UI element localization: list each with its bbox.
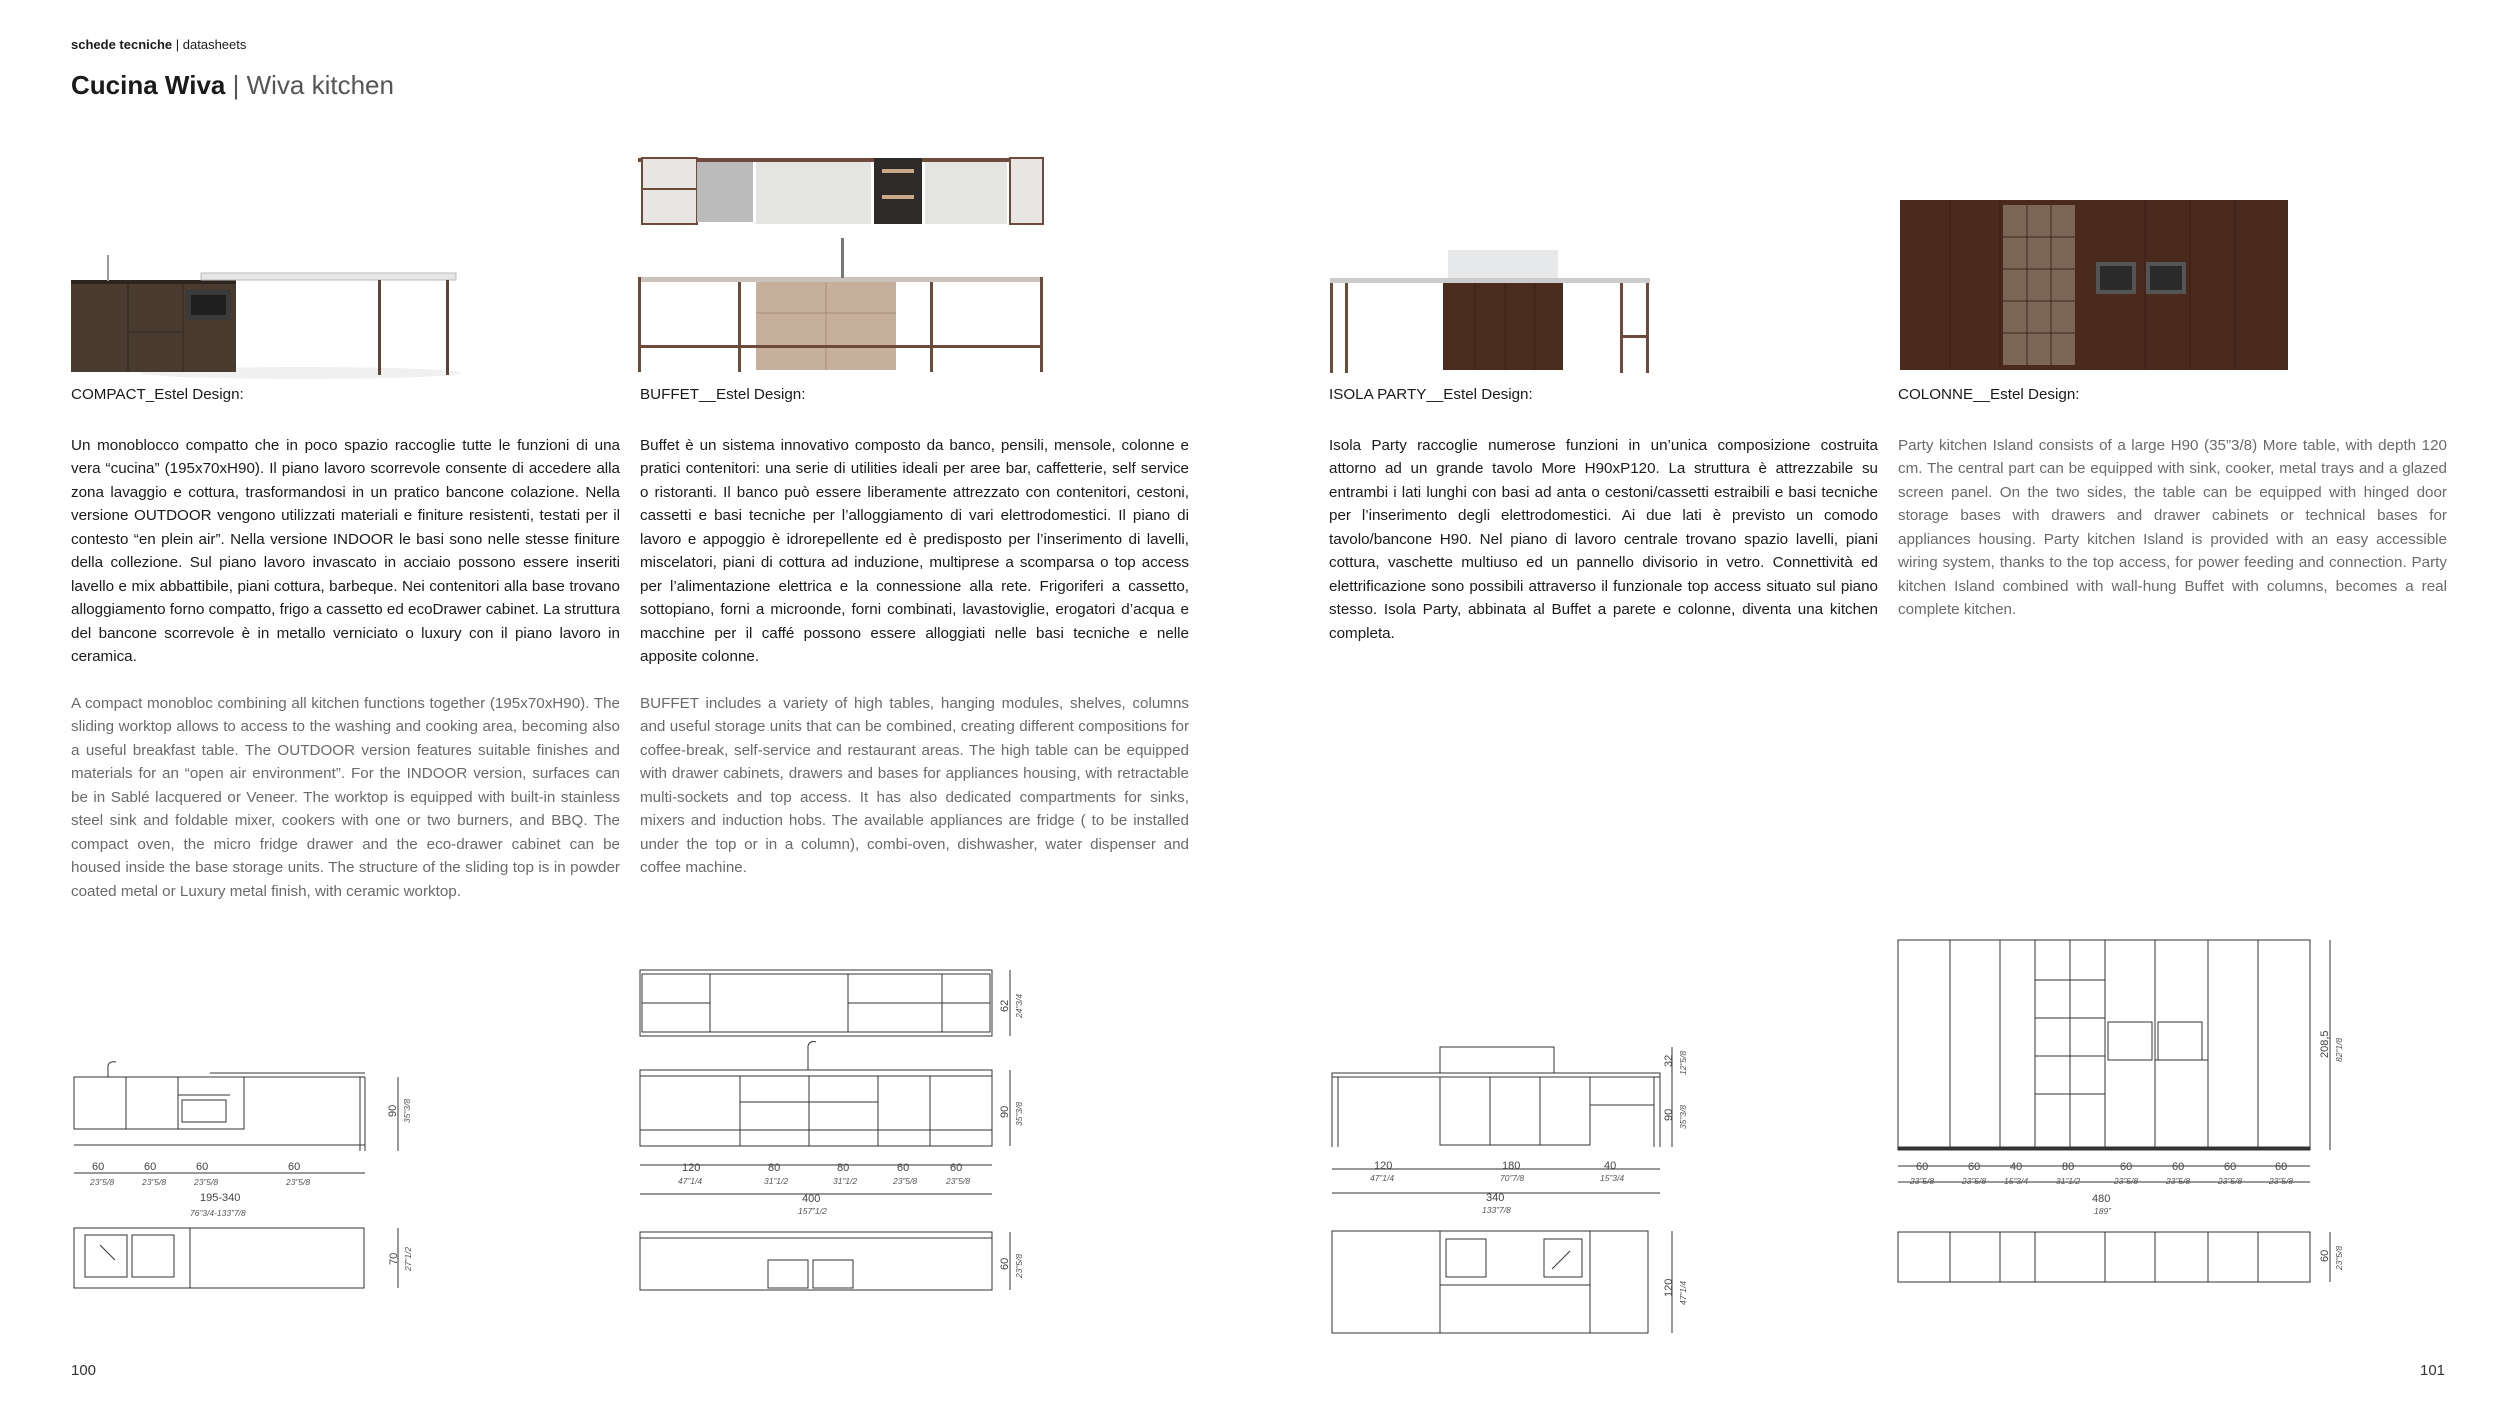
buffet-text-it: Buffet è un sistema innovativo composto da banco, pensili, mensole, colonne e pratici contenitori: una serie di utilities ideali per aree bar, caffetterie, self service o ristoranti. Il banco può essere liberamente attrezzato con contenitori, cestoni, cassetti e basi tecniche per l’alloggiamento di vari elettrodomestici. Il piano di lavoro e appoggio è idrorepellente ed è predisposto per l’inserimento di lavelli, miscelatori, piani di cottura ad induzione, multiprese a scomparsa o top access per l’alimentazione elettrica e la connessione alla rete. Frigoriferi a cassetto, sottopiano, forni a microonde, forni combinati, lavastoviglie, erogatori d’acqua e macchine per il caffé possono essere alloggiati nelle basi tecniche e nelle apposite colonne.: [640, 436, 1189, 665]
compact-module-2: 60: [144, 1161, 157, 1173]
colonne-module-2-in: 23”5/8: [1962, 1176, 1987, 1186]
isola-depth: 120: [1663, 1278, 1675, 1297]
buffet-designer-label: BUFFET__Estel Design:: [640, 386, 806, 403]
buffet-module-4: 60: [897, 1162, 910, 1174]
colonne-module-4: 80: [2062, 1161, 2075, 1173]
isola-module-2: 180: [1502, 1160, 1521, 1172]
isola-total: 340: [1486, 1192, 1505, 1204]
colonne-module-6-in: 23”5/8: [2166, 1176, 2191, 1186]
buffet-total: 400: [802, 1193, 821, 1205]
isola-party-photo: [1330, 245, 1650, 375]
compact-depth: 70: [388, 1252, 400, 1265]
compact-height: 90: [387, 1104, 399, 1117]
colonne-module-1-in: 23”5/8: [1910, 1176, 1935, 1186]
buffet-module-2-in: 31”1/2: [764, 1176, 789, 1186]
isola-module-1: 120: [1374, 1160, 1393, 1172]
isola-screen-height-in: 12”5/8: [1678, 1050, 1688, 1075]
buffet-module-5: 60: [950, 1162, 963, 1174]
buffet-module-4-in: 23”5/8: [893, 1176, 918, 1186]
compact-text-it: Un monoblocco compatto che in poco spazio raccoglie tutte le funzioni di una vera “cucina” (195x70xH90). Il piano lavoro scorrevole consente di accedere alla zona lavaggio e cottura, trasformandosi in un pratico bancone colazione. Nella versione OUTDOOR vengono utilizzati materiali e finiture resistenti, testati per il contesto “en plein air”. Nella versione INDOOR le basi sono nelle stesse finiture della collezione. Sul piano lavoro invascato in acciaio possono essere inseriti lavello e mix abbattibile, piani cottura, barbeque. Nei contenitori alla base trovano alloggiamento forno compatto, frigo a cassetto ed ecoDrawer cabinet. La struttura del bancone scorrevole è in metallo verniciato o luxury con il piano lavoro in ceramica.: [71, 436, 620, 665]
buffet-depth-in: 23”5/8: [1014, 1253, 1024, 1278]
compact-module-3-in: 23”5/8: [194, 1177, 219, 1187]
isola-party-description: [1329, 383, 1878, 668]
isola-module-1-in: 47”1/4: [1370, 1173, 1395, 1183]
colonne-module-3-in: 15”3/4: [2004, 1176, 2029, 1186]
colonne-description: [1898, 383, 2447, 622]
buffet-depth: 60: [999, 1257, 1011, 1270]
isola-module-3: 40: [1604, 1160, 1617, 1172]
colonne-module-4-in: 31”1/2: [2056, 1176, 2081, 1186]
compact-module-4: 60: [288, 1161, 301, 1173]
colonne-module-8-in: 23”5/8: [2269, 1176, 2294, 1186]
buffet-module-5-in: 23”5/8: [946, 1176, 971, 1186]
buffet-height: 90: [999, 1105, 1011, 1118]
colonne-module-6: 60: [2172, 1161, 2185, 1173]
section-label-it: schede tecniche: [71, 37, 173, 52]
buffet-module-3-in: 31”1/2: [833, 1176, 858, 1186]
colonne-module-8: 60: [2275, 1161, 2288, 1173]
isola-height-in: 35”3/8: [1678, 1104, 1688, 1129]
buffet-description: [640, 383, 1189, 880]
colonne-height: 208,5: [2319, 1030, 2331, 1058]
section-label-en: datasheets: [182, 37, 247, 52]
colonne-depth: 60: [2319, 1249, 2331, 1262]
buffet-total-in: 157”1/2: [798, 1206, 827, 1216]
buffet-kitchen-photo: [638, 155, 1048, 380]
colonne-module-3: 40: [2010, 1161, 2023, 1173]
isola-screen-height: 32: [1663, 1054, 1675, 1067]
colonne-designer-label: COLONNE__Estel Design:: [1898, 386, 2080, 403]
isola-party-designer-label: ISOLA PARTY__Estel Design:: [1329, 386, 1533, 403]
isola-module-3-in: 15”3/4: [1600, 1173, 1625, 1183]
colonne-module-1: 60: [1916, 1161, 1929, 1173]
colonne-technical-drawing: [1890, 930, 2350, 1290]
colonne-total-in: 189”: [2094, 1206, 2112, 1216]
compact-module-3: 60: [196, 1161, 209, 1173]
compact-module-2-in: 23”5/8: [142, 1177, 167, 1187]
colonne-module-5: 60: [2120, 1161, 2133, 1173]
compact-description: [71, 383, 620, 903]
page-number-left: 100: [71, 1362, 97, 1379]
colonne-module-7: 60: [2224, 1161, 2237, 1173]
compact-module-1-in: 23”5/8: [90, 1177, 115, 1187]
colonne-text-en: Party kitchen Island consists of a large H90 (35”3/8) More table, with depth 120 cm. The central part can be equipped with sink, cooker, metal trays and a glazed screen panel. On the two sides, the table can be equipped with hinged door storage bases with drawers and drawer cabinets or technical bases for appliances housing. Party kitchen Island is provided with an easy accessible wiring system, thanks to the top access, for power feeding and connection. Party kitchen Island combined with wall-hung Buffet with columns, becomes a real complete kitchen.: [1898, 436, 2447, 618]
page-number-right: 101: [2420, 1362, 2446, 1379]
section-header: schede tecniche | datasheets: [71, 37, 247, 52]
colonne-total: 480: [2092, 1193, 2111, 1205]
isola-party-technical-drawing: [1320, 1035, 1688, 1345]
page-title: Cucina Wiva | Wiva kitchen: [71, 70, 394, 100]
colonne-module-2: 60: [1968, 1161, 1981, 1173]
compact-designer-label: COMPACT_Estel Design:: [71, 386, 244, 403]
isola-total-in: 133”7/8: [1482, 1205, 1511, 1215]
colonne-module-5-in: 23”5/8: [2114, 1176, 2139, 1186]
isola-height: 90: [1663, 1108, 1675, 1121]
buffet-technical-drawing: [630, 960, 1040, 1300]
compact-total-in: 76”3/4-133”7/8: [190, 1208, 246, 1218]
isola-party-text-it: Isola Party raccoglie numerose funzioni in un’unica composizione costruita attorno ad un grande tavolo More H90xP120. La struttura è attrezzabile su entrambi i lati lunghi con basi ad anta o cestoni/cassetti estraibili e basi tecniche per l’inserimento degli elettrodomestici. Ai due lati è previsto un comodo tavolo/bancone H90. Nel piano di lavoro centrale trovano spazio lavelli, piani cottura, vaschette multiuso ed un pannello divisorio in vetro. Connettività ed elettrificazione sono possibili attraverso il funzionale top access situato sul piano stesso. Isola Party, abbinata al Buffet a parete e colonne, diventa una kitchen completa.: [1329, 436, 1878, 642]
buffet-wall-height: 62: [999, 999, 1011, 1012]
buffet-module-3: 80: [837, 1162, 850, 1174]
compact-depth-in: 27”1/2: [403, 1246, 413, 1271]
buffet-module-2: 80: [768, 1162, 781, 1174]
buffet-wall-height-in: 24”3/4: [1014, 993, 1024, 1018]
buffet-module-1-in: 47”1/4: [678, 1176, 703, 1186]
colonne-depth-in: 23”5/8: [2334, 1245, 2344, 1270]
title-it: Cucina Wiva: [71, 70, 226, 100]
compact-text-en: A compact monobloc combining all kitchen functions together (195x70xH90). The sliding worktop allows to access to the washing and cooking area, becoming also a useful breakfast table. The OUTDOOR version features suitable finishes and materials for an “open air environment”. For the INDOOR version, surfaces can be in Sablé lacquered or Veneer. The worktop is equipped with built-in stainless steel sink and foldable mixer, cookers with one or two burners, and BBQ. The compact oven, the micro fridge drawer and the eco-drawer cabinet can be housed inside the base storage units. The structure of the sliding top is in powder coated metal or Luxury metal finish, with ceramic worktop.: [71, 694, 620, 900]
buffet-height-in: 35”3/8: [1014, 1101, 1024, 1126]
isola-module-2-in: 70”7/8: [1500, 1173, 1525, 1183]
buffet-text-en: BUFFET includes a variety of high tables, hanging modules, shelves, columns and useful storage units that can be combined, creating different compositions for coffee-break, self-service and restaurant areas. The high table can be equipped with drawer cabinets, drawers and bases for appliances housing, with retractable multi-sockets and top access. It has also dedicated compartments for sinks, mixers and induction hobs. The available appliances are fridge ( to be installed under the top or in a column), combi-oven, dishwasher, water dispenser and coffee machine.: [640, 694, 1189, 876]
colonne-kitchen-photo: [1900, 200, 2290, 372]
colonne-module-7-in: 23”5/8: [2218, 1176, 2243, 1186]
compact-technical-drawing: [60, 1055, 440, 1305]
compact-kitchen-photo: [71, 255, 461, 380]
compact-module-1: 60: [92, 1161, 105, 1173]
compact-total: 195-340: [200, 1192, 241, 1204]
isola-depth-in: 47”1/4: [1678, 1280, 1688, 1305]
compact-height-in: 35”3/8: [402, 1098, 412, 1123]
colonne-height-in: 82”1/8: [2334, 1037, 2344, 1062]
title-en: Wiva kitchen: [246, 70, 394, 100]
buffet-module-1: 120: [682, 1162, 701, 1174]
compact-module-4-in: 23”5/8: [286, 1177, 311, 1187]
